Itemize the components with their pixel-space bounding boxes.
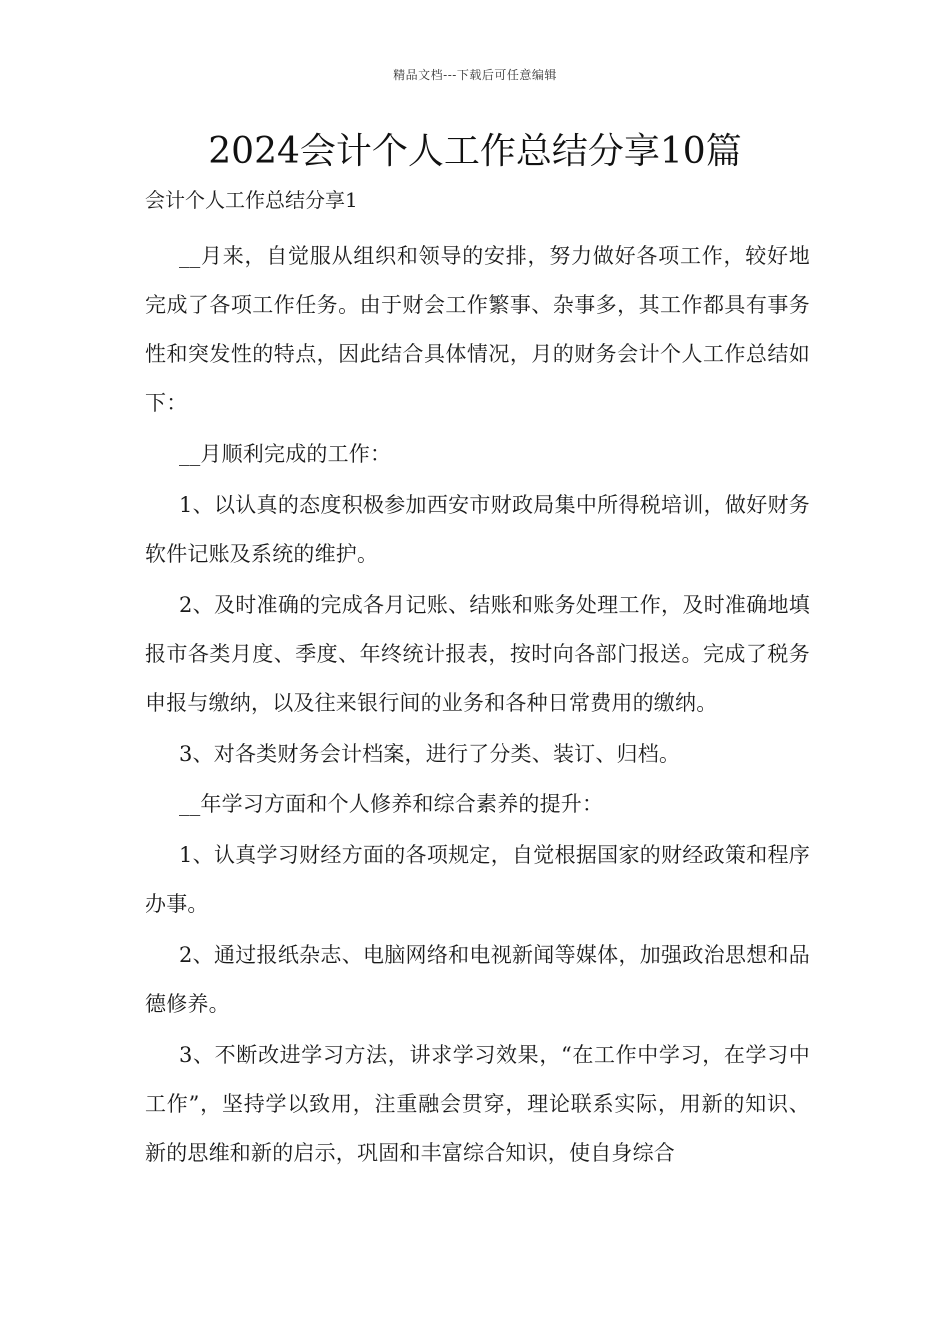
paragraph: __年学习方面和个人修养和综合素养的提升： bbox=[179, 792, 604, 817]
paragraph: __月顺利完成的工作： bbox=[179, 441, 392, 466]
paragraph: 3、不断改进学习方法，讲求学习效果，“在工作中学习，在学习中工作”，坚持学以致用，注重融会贯穿，理论联系实际，用新的知识、新的思维和新的启示，巩固和丰富综合知识，使自身综合 bbox=[145, 1043, 810, 1166]
document-body bbox=[145, 232, 810, 1180]
paragraph: 2、通过报纸杂志、电脑网络和电视新闻等媒体，加强政治思想和品德修养。 bbox=[145, 943, 810, 1017]
header-note: 精品文档---下载后可任意编辑 bbox=[393, 68, 557, 82]
paragraph: 1、以认真的态度积极参加西安市财政局集中所得税培训，做好财务软件记账及系统的维护。 bbox=[145, 492, 810, 566]
paragraph: 3、对各类财务会计档案，进行了分类、装订、归档。 bbox=[179, 741, 681, 766]
paragraph: 2、及时准确的完成各月记账、结账和账务处理工作，及时准确地填报市各类月度、季度、年终统计报表，按时向各部门报送。完成了税务申报与缴纳，以及往来银行间的业务和各种日常费用的缴纳。 bbox=[145, 592, 810, 715]
section-heading: 会计个人工作总结分享1 bbox=[145, 188, 358, 212]
paragraph: 1、认真学习财经方面的各项规定，自觉根据国家的财经政策和程序办事。 bbox=[145, 843, 810, 917]
paragraph: __月来，自觉服从组织和领导的安排，努力做好各项工作，较好地完成了各项工作任务。由于财会工作繁事、杂事多，其工作都具有事务性和突发性的特点，因此结合具体情况，月的财务会计个人工作总结如下： bbox=[145, 244, 810, 415]
document-title: 2024会计个人工作总结分享10篇 bbox=[208, 131, 742, 172]
